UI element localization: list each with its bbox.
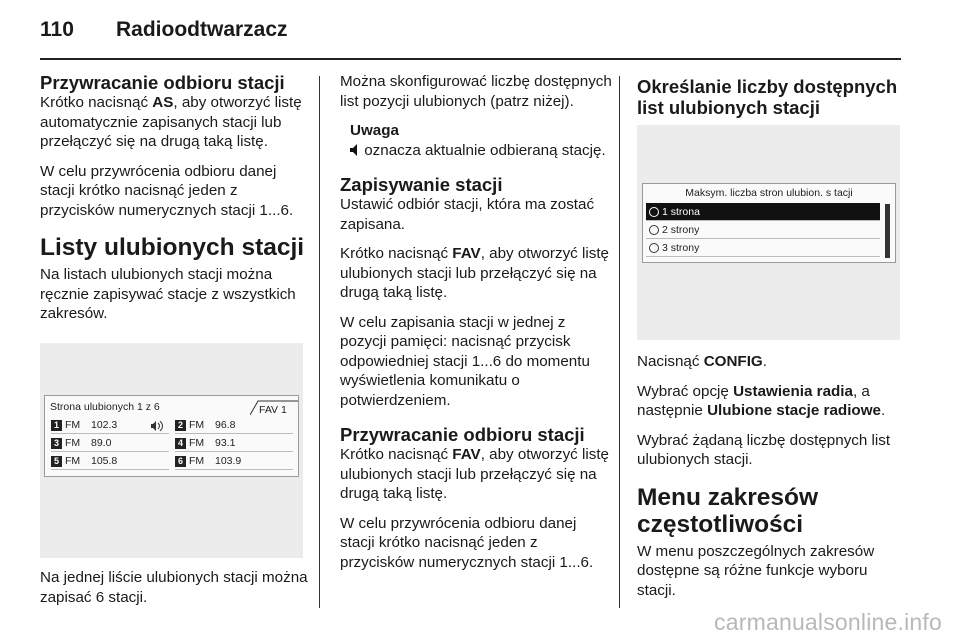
section-heading-count: Określanie liczby dostępnych list ulubionych stacji [637,76,898,118]
radio-icon [649,207,659,217]
note-text: oznacza aktualnie odbieraną stację. [350,141,612,161]
preset-number: 6 [175,456,186,467]
preset-grid [51,418,295,474]
section-heading-favourites: Listy ulubionych stacji [40,234,305,261]
option-list [646,203,880,257]
keyword-config: CONFIG [703,353,763,370]
option-label: 2 strony [662,224,700,236]
note-box [340,121,612,160]
preset-slot[interactable] [51,436,169,452]
speaker-icon [350,144,360,156]
scrollbar[interactable] [885,204,890,258]
paragraph: Wybrać żądaną liczbę dostępnych list ulubionych stacji. [637,431,891,468]
max-pages-display [642,183,896,263]
paragraph: Wybrać opcję Ustawienia radia, a następnie Ulubione stacje radiowe. [637,382,886,419]
preset-number: 1 [51,420,62,431]
section-heading-restore: Przywracanie odbioru stacji [40,72,285,93]
favourites-display [44,395,299,477]
preset-slot[interactable] [51,454,169,470]
option-label: 3 strony [662,242,700,254]
header-rule [40,58,901,60]
radio-icon [649,225,659,235]
preset-frequency: 93.1 [215,437,236,449]
favourites-title: Strona ulubionych 1 z 6 [50,401,160,413]
preset-slot[interactable] [51,418,169,434]
preset-band: FM [189,437,205,449]
paragraph: Ustawić odbiór stacji, która ma zostać zapisana. [340,196,595,233]
preset-number: 4 [175,438,186,449]
caption-block [40,568,308,617]
paragraph: W celu zapisania stacji w jednej z pozycji pamięci: nacisnąć przycisk odpowiedniej stacji 1...6 do momentu wyświetlenia komunikatu o potwierdzeniem. [340,313,590,409]
column-divider-1 [319,76,320,608]
watermark: carmanualsonline.info [714,609,942,635]
paragraph: Krótko nacisnąć FAV, aby otworzyć listę ulubionych stacji lub przełączyć się na drugą taką listę. [340,446,609,502]
paragraph: Nacisnąć CONFIG. [637,353,767,370]
preset-frequency: 96.8 [215,419,236,431]
paragraph: W celu przywrócenia odbioru danej stacji krótko nacisnąć jeden z przycisków numerycznych stacji 1...6. [340,514,594,571]
preset-frequency: 103.9 [215,455,242,467]
preset-frequency: 102.3 [91,419,118,431]
paragraph: W celu przywrócenia odbioru danej stacji krótko nacisnąć jeden z przycisków numerycznych stacji 1...6. [40,162,294,219]
preset-slot[interactable] [175,436,293,452]
keyword-radio-settings: Ustawienia radia [733,382,853,400]
paragraph: Krótko nacisnąć AS, aby otworzyć listę automatycznie zapisanych stacji lub przełączyć się na drugą taką listę. [40,94,302,150]
fav-tab: FAV 1 [259,404,287,416]
preset-number: 3 [51,438,62,449]
option-item[interactable] [646,221,880,239]
paragraph: W menu poszczególnych zakresów dostępne są różne funkcje wyboru stacji. [637,542,875,599]
column-3 [637,72,903,118]
page-number: 110 [40,18,74,41]
preset-band: FM [65,455,81,467]
max-pages-screen-image [637,125,900,340]
option-item[interactable] [646,203,880,221]
radio-icon [649,243,659,253]
note-title: Uwaga [350,122,399,139]
section-heading-restore-2: Przywracanie odbioru stacji [340,424,585,445]
image-caption: Na jednej liście ulubionych stacji można zapisać 6 stacji. [40,569,308,606]
preset-band: FM [65,419,81,431]
preset-band: FM [65,437,81,449]
preset-number: 2 [175,420,186,431]
column-1 [40,72,308,334]
favourites-screen-image [40,343,303,558]
option-label: 1 strona [662,206,700,218]
preset-frequency: 105.8 [91,455,118,467]
current-station-speaker-icon [151,421,165,431]
preset-slot[interactable] [175,454,293,470]
column-2 [340,72,612,582]
preset-band: FM [189,419,205,431]
keyword-fav: FAV [452,446,481,463]
preset-slot[interactable] [175,418,293,434]
preset-frequency: 89.0 [91,437,112,449]
max-pages-title: Maksym. liczba stron ulubion. s tacji [685,187,853,199]
keyword-as: AS [152,94,174,111]
option-item[interactable] [646,239,880,257]
paragraph: Można skonfigurować liczbę dostępnych list pozycji ulubionych (patrz niżej). [340,73,612,110]
preset-band: FM [189,455,205,467]
column-3-lower [637,352,903,610]
keyword-favourite-stations: Ulubione stacje radiowe [707,402,881,419]
page-title: Radioodtwarzacz [116,18,288,41]
paragraph: Na listach ulubionych stacji można ręcznie zapisywać stacje z wszystkich zakresów. [40,266,296,322]
column-divider-2 [619,76,620,608]
section-heading-band-menu: Menu zakresów częstotliwości [637,483,819,538]
page-header [40,14,900,50]
preset-number: 5 [51,456,62,467]
paragraph: Krótko nacisnąć FAV, aby otworzyć listę ulubionych stacji lub przełączyć się na drugą taką listę. [340,245,609,301]
keyword-fav: FAV [452,245,481,262]
section-heading-save: Zapisywanie stacji [340,174,503,195]
